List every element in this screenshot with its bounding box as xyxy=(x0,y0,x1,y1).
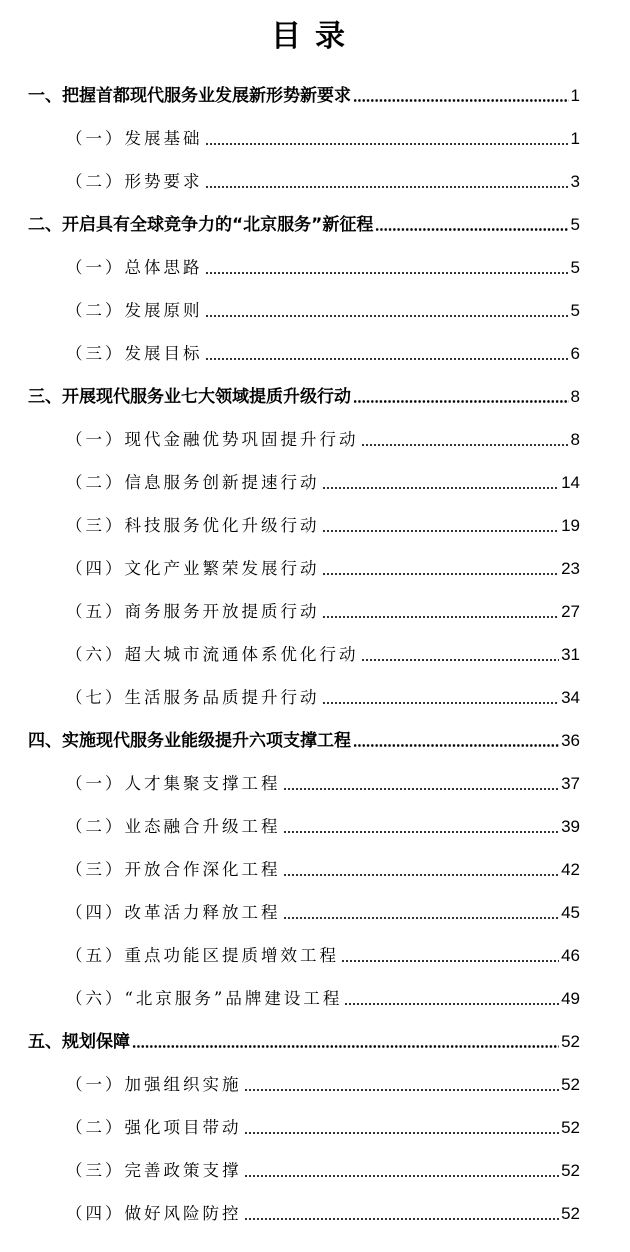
toc-entry-page: 5 xyxy=(570,301,580,320)
toc-entry[interactable] xyxy=(28,1014,580,1054)
toc-entry[interactable] xyxy=(66,1143,580,1183)
toc-entry[interactable] xyxy=(66,842,580,882)
toc-entry[interactable] xyxy=(66,154,580,194)
toc-entry-label: （三）发展目标 xyxy=(66,344,203,363)
toc-entry-page: 52 xyxy=(561,1075,580,1094)
dot-leader xyxy=(361,444,569,446)
toc-entry[interactable] xyxy=(28,369,580,409)
toc-entry-label: （一）总体思路 xyxy=(66,258,203,277)
toc-entry[interactable] xyxy=(66,326,580,366)
dot-leader xyxy=(344,1003,559,1005)
toc-entry[interactable] xyxy=(66,412,580,452)
toc-entry-page: 23 xyxy=(561,559,580,578)
dot-leader xyxy=(283,788,560,790)
toc-entry-label: （二）强化项目带动 xyxy=(66,1118,242,1137)
toc-entry-page: 27 xyxy=(561,602,580,621)
toc-entry-page: 5 xyxy=(570,258,580,277)
toc-entry-page: 42 xyxy=(561,860,580,879)
toc-entry-label: （一）现代金融优势巩固提升行动 xyxy=(66,430,359,449)
toc-entry[interactable] xyxy=(66,756,580,796)
toc-entry-label: （四）文化产业繁荣发展行动 xyxy=(66,559,320,578)
toc-entry-page: 14 xyxy=(561,473,580,492)
dot-leader xyxy=(205,315,569,317)
toc-entry-page: 37 xyxy=(561,774,580,793)
dot-leader xyxy=(361,659,560,661)
toc-entry-label: （三）完善政策支撑 xyxy=(66,1161,242,1180)
toc-entry[interactable] xyxy=(66,1186,580,1226)
toc-entry[interactable] xyxy=(28,197,580,237)
toc-entry[interactable] xyxy=(66,1100,580,1140)
dot-leader xyxy=(244,1175,560,1177)
dot-leader xyxy=(322,530,560,532)
dot-leader xyxy=(322,616,560,618)
toc-entry-page: 1 xyxy=(570,129,580,148)
toc-entry[interactable] xyxy=(66,541,580,581)
toc-entry[interactable] xyxy=(66,240,580,280)
toc-entry[interactable] xyxy=(66,627,580,667)
toc-entry-page: 36 xyxy=(561,731,580,750)
toc-entry[interactable] xyxy=(66,584,580,624)
toc-entry-page: 49 xyxy=(561,989,580,1008)
toc-entry-label: （一）加强组织实施 xyxy=(66,1075,242,1094)
toc-entry[interactable] xyxy=(66,498,580,538)
dot-leader xyxy=(244,1218,560,1220)
dot-leader xyxy=(322,573,560,575)
toc-entry-label: 二、开启具有全球竞争力的“北京服务”新征程 xyxy=(28,215,374,235)
dot-leader xyxy=(283,917,560,919)
toc-entry-label: （二）业态融合升级工程 xyxy=(66,817,281,836)
toc-entry-label: 三、开展现代服务业七大领域提质升级行动 xyxy=(28,387,351,407)
dot-leader xyxy=(341,960,559,962)
dot-leader xyxy=(205,186,569,188)
toc-entry-page: 52 xyxy=(561,1118,580,1137)
dot-leader xyxy=(353,400,569,403)
toc-entry-label: （二）形势要求 xyxy=(66,172,203,191)
toc-entry[interactable] xyxy=(66,1057,580,1097)
dot-leader xyxy=(205,272,569,274)
toc-entry-label: （四）改革活力释放工程 xyxy=(66,903,281,922)
toc-entry[interactable] xyxy=(66,799,580,839)
toc-entry-label: （七）生活服务品质提升行动 xyxy=(66,688,320,707)
dot-leader xyxy=(132,1045,559,1048)
dot-leader xyxy=(205,143,569,145)
dot-leader xyxy=(322,702,560,704)
toc-entry-label: （一）人才集聚支撑工程 xyxy=(66,774,281,793)
toc-entry-page: 52 xyxy=(561,1032,580,1051)
toc-entry-label: （三）科技服务优化升级行动 xyxy=(66,516,320,535)
toc-entry-page: 45 xyxy=(561,903,580,922)
toc-entry-label: （五）商务服务开放提质行动 xyxy=(66,602,320,621)
toc-entry[interactable] xyxy=(66,455,580,495)
toc-entry-page: 34 xyxy=(561,688,580,707)
toc-entry-page: 8 xyxy=(570,387,580,406)
toc-entry[interactable] xyxy=(28,713,580,753)
toc-entry[interactable] xyxy=(66,670,580,710)
dot-leader xyxy=(283,874,560,876)
toc-entry-page: 46 xyxy=(561,946,580,965)
toc-entry[interactable] xyxy=(66,283,580,323)
toc-entry-label: 五、规划保障 xyxy=(28,1032,130,1052)
dot-leader xyxy=(353,744,559,747)
toc-entry-label: （六）超大城市流通体系优化行动 xyxy=(66,645,359,664)
toc-entry-page: 1 xyxy=(570,86,580,105)
toc-entry-label: （四）做好风险防控 xyxy=(66,1204,242,1223)
toc-entry[interactable] xyxy=(66,928,580,968)
toc-entry[interactable] xyxy=(66,885,580,925)
toc-entry-page: 3 xyxy=(570,172,580,191)
toc-entry-label: （一）发展基础 xyxy=(66,129,203,148)
toc-entry-page: 39 xyxy=(561,817,580,836)
dot-leader xyxy=(283,831,560,833)
dot-leader xyxy=(375,228,568,231)
toc-entry-page: 52 xyxy=(561,1204,580,1223)
toc-entry-label: （二）信息服务创新提速行动 xyxy=(66,473,320,492)
toc-entry[interactable] xyxy=(66,111,580,151)
toc-title: 目录 xyxy=(271,19,359,54)
toc-entry-label: （五）重点功能区提质增效工程 xyxy=(66,946,339,965)
toc-entry-label: （六）“北京服务”品牌建设工程 xyxy=(66,989,343,1008)
toc-entry-label: 四、实施现代服务业能级提升六项支撑工程 xyxy=(28,731,351,751)
toc-entry-page: 6 xyxy=(570,344,580,363)
dot-leader xyxy=(205,358,569,360)
toc-entry-page: 31 xyxy=(561,645,580,664)
toc-entry-label: （三）开放合作深化工程 xyxy=(66,860,281,879)
toc-entry-page: 5 xyxy=(570,215,580,234)
toc-entry-label: 一、把握首都现代服务业发展新形势新要求 xyxy=(28,86,351,106)
dot-leader xyxy=(353,99,569,102)
toc-entry-page: 8 xyxy=(570,430,580,449)
dot-leader xyxy=(244,1132,560,1134)
toc-entry-page: 52 xyxy=(561,1161,580,1180)
toc-entry[interactable] xyxy=(28,68,580,108)
toc-entry-page: 19 xyxy=(561,516,580,535)
toc-entry-label: （二）发展原则 xyxy=(66,301,203,320)
toc-entry[interactable] xyxy=(66,971,580,1011)
dot-leader xyxy=(244,1089,560,1091)
dot-leader xyxy=(322,487,560,489)
